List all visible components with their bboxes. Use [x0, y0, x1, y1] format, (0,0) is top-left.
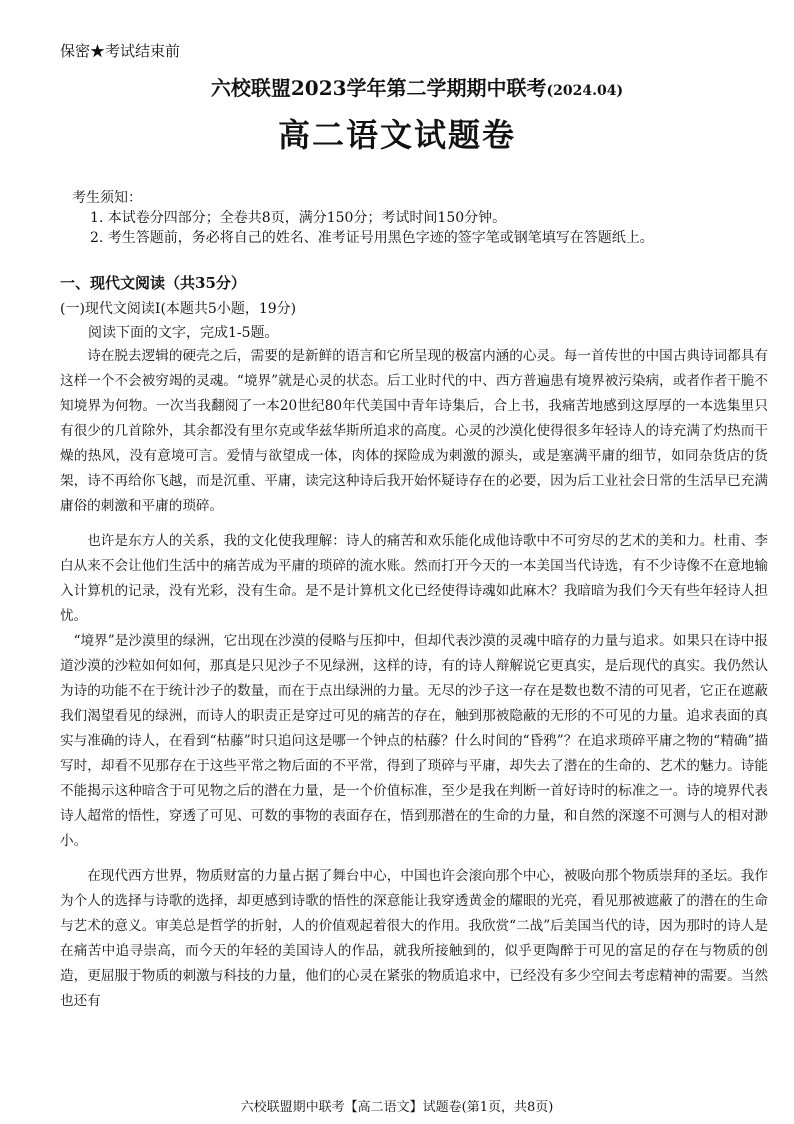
- notice-item: 1. 本试卷分四部分；全卷共8页，满分150分；考试时间150分钟。: [90, 210, 507, 226]
- page-footer: 六校联盟期中联考【高二语文】试题卷(第1页，共8页): [240, 1100, 554, 1115]
- passage-paragraph: 在现代西方世界，物质财富的力量占据了舞台中心，中国也许会滚向那个中心，被吸向那个物质崇拜的圣坛。我作为个人的选择与诗歌的选择，却更感到诗歌的悟性的深意能让我穿透黄金的耀眼的光亮，看见那被遮蔽了的潜在的生命与艺术的意义。审美总是哲学的折射，人的价值观起着很大的作用。我欣赏“二战”后美国当代的诗，因为那时的诗人是在痛苦中追寻崇高，而今天的年轻的美国诗人的作品，就我所接触到的，似乎更陶醉于可见的富足的存在与物质的创造，更屈服于物质的刺激与科技的力量，他们的心灵在紧张的物质追求中，已经没有多少空间去考虑精神的需要。当然也还有: [60, 868, 768, 1009]
- exam-date: (2024.04): [546, 83, 624, 99]
- paper-title: 高二语文试题卷: [277, 116, 516, 154]
- passage-paragraph: “境界”是沙漠里的绿洲，它出现在沙漠的侵略与压抑中，但却代表沙漠的灵魂中暗存的力量与追求。如果只在诗中报道沙漠的沙粒如何如何，那真是只见沙子不见绿洲，这样的诗，有的诗人辩解说它更真实，是后现代的真实。我仍然认为诗的功能不在于统计沙子的数量，而在于点出绿洲的力量。无尽的沙子这一存在是数也数不清的可见者，它正在遮蔽我们渴望看见的绿洲，而诗人的职责正是穿过可见的痛苦的存在，触到那被隐蔽的无形的不可见的力量。追求表面的真实与准确的诗人，在看到“枯藤”时只追问这是哪一个钟点的枯藤？什么时间的“昏鸦”？在追求琐碎平庸之物的“精确”描写时，却看不见那存在于这些平常之物后面的不平常，得到了琐碎与平庸，却失去了潜在的生命的、艺术的魅力。诗能不能揭示这种暗含于可见物之后的潜在力量，是一个价值标准，至少是我在判断一首好诗时的标准之一。诗的境界代表诗人超常的悟性，穿透了可见、可数的事物的表面存在，悟到那潜在的生命的力量，和自然的深邃不可测与人的相对渺小。: [60, 633, 768, 849]
- passage-paragraph: 诗在脱去逻辑的硬壳之后，需要的是新鲜的语言和它所呈现的极富内涵的心灵。每一首传世的中国古典诗词都具有这样一个不会被穷竭的灵魂。“境界”就是心灵的状态。后工业时代的中、西方普遍患有境界被污染病，或者作者干脆不知境界为何物。一次当我翻阅了一本20世纪80年代美国中青年诗集后，合上书，我痛苦地感到这厚厚的一本选集里只有很少的几首除外，其余都没有里尔克或华兹华斯所追求的高度。心灵的沙漠化使得很多年轻诗人的诗充满了灼热而干燥的热风，没有意境可言。爱情与欲望成一体，肉体的探险成为刺激的源头，或是塞满平庸的细节，如同杂货店的货架，诗不再给你飞越，而是沉重、平庸，读完这种诗后我开始怀疑诗存在的必要，因为后工业社会日常的生活早已充满庸俗的刺激和平庸的琐碎。: [60, 348, 768, 514]
- reading-instruction: 阅读下面的文字，完成1-5题。: [88, 325, 279, 341]
- confidential-mark: 保密★考试结束前: [60, 42, 181, 60]
- subsection-title: (一)现代文阅读Ⅰ(本题共5小题，19分): [60, 301, 297, 317]
- section-title: 一、现代文阅读（共35分）: [60, 274, 246, 292]
- notice-heading: 考生须知：: [72, 190, 142, 206]
- passage-paragraph: 也许是东方人的关系，我的文化使我理解：诗人的痛苦和欢乐能化成他诗歌中不可穷尽的艺术的美和力。杜甫、李白从来不会让他们生活中的痛苦成为平庸的琐碎的流水账。然而打开今天的一本美国当代诗选，有不少诗像不在意地输入计算机的记录，没有光彩，没有生命。是不是计算机文化已经使得诗魂如此麻木？我暗暗为我们今天有些年轻诗人担忧。: [60, 533, 768, 624]
- exam-title: [0, 72, 794, 101]
- candidate-notice: [72, 188, 654, 248]
- exam-name: 六校联盟2023学年第二学期期中联考: [210, 76, 547, 100]
- notice-item: 2. 考生答题前，务必将自己的姓名、准考证号用黑色字迹的签字笔或钢笔填写在答题纸上。: [90, 230, 654, 246]
- reading-passage: [60, 344, 768, 1014]
